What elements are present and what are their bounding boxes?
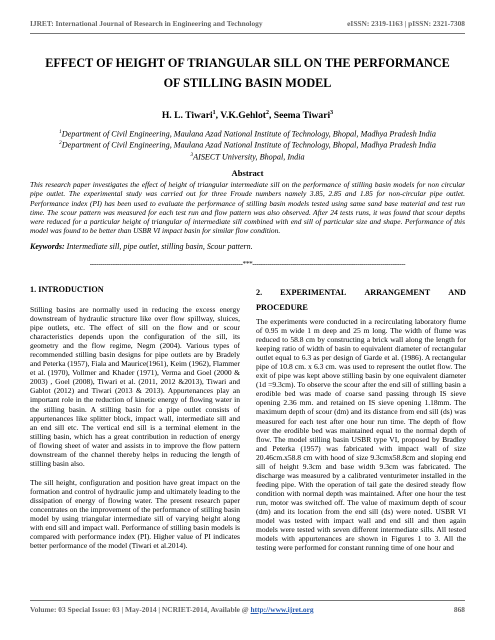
keywords-label: Keywords:: [30, 242, 65, 251]
page-number: 868: [453, 605, 465, 614]
title-line-1: EFFECT OF HEIGHT OF TRIANGULAR SILL ON THE PERFORMANCE: [45, 56, 450, 70]
footer-rule: [30, 600, 465, 601]
affiliations: [30, 128, 465, 162]
author-list: H. L. Tiwari$^1$, V.K.Gehlot$^2$, Seema Tiwari$^3$: [161, 110, 334, 122]
experimental-paragraph-1: The experiments were conducted in a recirculating laboratory flume of 0.95 m wide 1 m deep and 25 m long. The width of flume was reduced to 58.8 cm by constructing a brick wall along the length for keeping ratio of width of basin to equivalent diameter of rectangular outlet equal to 6.3 as per design of Garde et al. (1986). A rectangular pipe of 10.8 cm. x 6.3 cm. was used to represent the outlet flow. The exit of pipe was kept above stilling basin by one equivalent diameter (1d =9.3cm). To observe the scour after the end sill of stilling basin a erodible bed was made of coarse sand passing through IS sieve opening 2.36 mm. and retained on IS sieve opening 1.18mm. The maximum depth of scour (dm) and its distance from end sill (ds) was measured for each test after one hour run time. The depth of flow over the erodible bed was maintained equal to the normal depth of flow. The model stilling basin USBR type VI, proposed by Bradley and Peterka (1957) was fabricated with impact wall of size 20.46cm.x58.8 cm with hood of size 9.3cmx58.8cm and sloping end sill of height 9.3cm and base width 9.3cm was fabricated. The discharge was measured by a calibrated venturimeter installed in the feeding pipe. With the operation of tail gate the desired steady flow condition with normal depth was maintained. After one hour the test run, motor was switched off. The value of maximum depth of scour (dm) and its location from the end sill (ds) were noted. USBR VI model was tested with impact wall and end sill and then again models were tested with seven different intermediate sills. All tested models with appurtenances are shown in Figures 1 to 3. All the testing were performed for constant running time of one hour and: [256, 317, 466, 553]
keywords-text: Intermediate sill, pipe outlet, stilling basin, Scour pattern.: [66, 242, 253, 251]
experimental-heading: 2. EXPERIMENTAL ARRANGEMENT AND PROCEDURE: [256, 288, 466, 312]
affiliation-2: $^2$Department of Civil Engineering, Maulana Azad National Institute of Technology, Bhopal, Madhya Pradesh India: [58, 140, 437, 151]
author-3: Seema Tiwari: [273, 110, 331, 122]
intro-paragraph-2: The sill height, configuration and position have great impact on the formation and control of hydraulic jump and ultimately leading to the dissipation of energy of flowing water. The present research paper concentrates on the improvement of the performance of stilling basin model by using triangular intermediate sill of varying height along with end sill and impact wall. Performance of stilling basin models is compared with performance index (PI). Higher value of PI indicates better performance of the model (Tiwari et al.2014).: [30, 477, 241, 551]
affiliation-3: $^3$AISECT University, Bhopal, India: [190, 151, 305, 162]
journal-name: IJRET: International Journal of Research in Engineering and Technology: [30, 19, 263, 28]
author-2: V.K.Gehlot: [220, 110, 266, 122]
author-1: H. L. Tiwari: [161, 110, 213, 122]
volume-info: Volume: 03 Special Issue: 03 | May-2014 | NCRIET-2014, Available @ http://www.ijret.org: [30, 605, 314, 614]
issn: eISSN: 2319-1163 | pISSN: 2321-7308: [347, 19, 465, 28]
abstract-heading: Abstract: [231, 168, 264, 178]
running-footer: [30, 605, 465, 617]
header-rule: [30, 33, 465, 34]
author-2-sup: 2: [265, 110, 269, 116]
author-1-sup: 1: [212, 110, 216, 116]
abstract-text: This research paper investigates the effect of height of triangular intermediate sill on the performance of stilling basin models for non circular pipe outlet. The experimental study was carried out for three Froude numbers namely 3.85, 2.85 and 1.85 for non-circular pipe outlet. Performance index (PI) has been used to evaluate the performance of stilling basin models tested using same sand base material and test run time. The scour pattern was measured for each test run and flow pattern was also observed. After 24 tests runs, it was found that scour depths were reduced for a particular height of triangular of intermediate sill combined with end sill of particular size and shape. Performance of this model was found to be better than USBR VI impact basin for similar flow condition.: [30, 180, 465, 236]
running-header: [30, 19, 465, 33]
author-3-sup: 3: [330, 110, 334, 116]
left-column: [30, 285, 240, 560]
affiliation-1: $^1$Department of Civil Engineering, Maulana Azad National Institute of Technology, Bhopal, Madhya Pradesh India: [58, 129, 437, 139]
title-line-2: OF STILLING BASIN MODEL: [163, 76, 332, 90]
keywords: [30, 242, 465, 251]
intro-heading: 1. INTRODUCTION: [30, 285, 104, 294]
right-column: [256, 285, 466, 562]
intro-paragraph-1: Stilling basins are normally used in reducing the excess energy downstream of hydraulic structure like over flow spillway, sluices, pipe outlets, etc. The effect of sill on the flow and or scour characteristics depends upon the configuration of the sill, its geometry and the flow regime, Negm (2004). Various types of recommended stilling basin designs for pipe outlets are by Bradely and Peterka (1957), Fiala and Maurice(1961), Keim (1962), Flammer et al. (1970), Vollmer and Khader (1971), Verma and Goel (2000 & 2003) , Goel (2008), Tiwari et al. (2011, 2012 &2013), Tiwari and Gablot (2012) and Tiwari (2013 & 2013). Appurtenances play an important role in the reduction of kinetic energy of flowing water in the stilling basin. A stilling basin for a pipe outlet consists of appurtenances like splitter block, impact wall, intermediate sill and an end sill etc. The vertical end sill is a terminal element in the stilling basin, which has a great contribution in reduction of energy of flowing sheet of water and assists in to improve the flow pattern downstream of the channel thereby helps in reducing the length of stilling basin also.: [30, 305, 240, 468]
paper-title: [30, 53, 465, 93]
section-separator: -------------------------------------------------------------------------***-------------------------------------------------------------------------: [89, 260, 406, 268]
journal-link[interactable]: http://www.ijret.org: [250, 605, 314, 614]
